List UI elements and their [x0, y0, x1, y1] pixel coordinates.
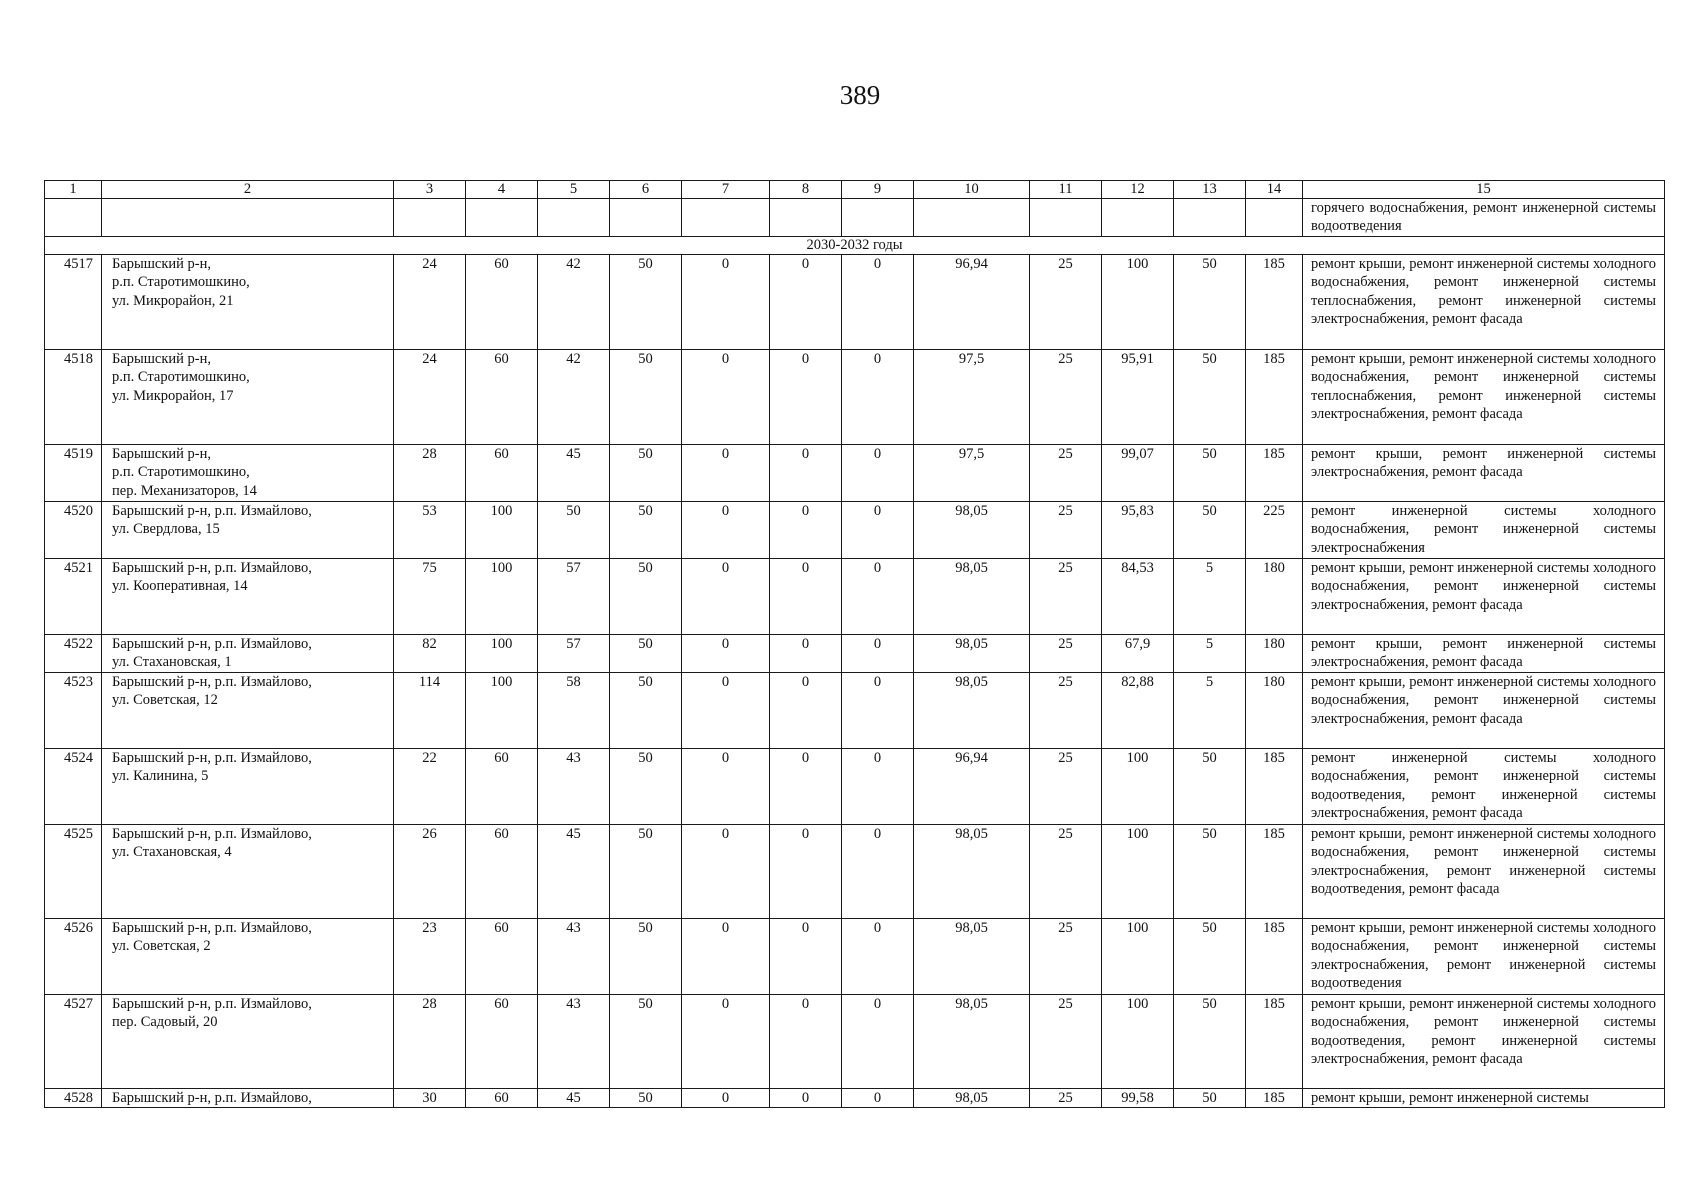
- cell-c9: 0: [842, 635, 914, 673]
- cell-c3: 114: [394, 673, 466, 749]
- header-cell: 11: [1030, 181, 1102, 199]
- cell-c14: 180: [1246, 635, 1303, 673]
- header-cell: 6: [610, 181, 682, 199]
- cell-c3: 24: [394, 255, 466, 350]
- cell-c13: 50: [1174, 1089, 1246, 1108]
- row-address: [102, 255, 394, 350]
- section-row: [45, 237, 1665, 255]
- table-row: [45, 995, 1665, 1089]
- address-line: Барышский р-н, р.п. Измайлово,: [112, 750, 312, 766]
- header-cell: 1: [45, 181, 102, 199]
- cell-c3: 82: [394, 635, 466, 673]
- header-cell: 8: [770, 181, 842, 199]
- row-works: ремонт крыши, ремонт инженерной системы холодного водоснабжения, ремонт инженерной системы теплоснабжения, ремонт инженерной системы электроснабжения, ремонт фасада: [1303, 255, 1665, 350]
- cell-c7: 0: [682, 995, 770, 1089]
- repair-schedule-table: [44, 180, 1665, 1108]
- cell-c4: 60: [466, 995, 538, 1089]
- row-works: ремонт инженерной системы холодного водоснабжения, ремонт инженерной системы электроснабжения: [1303, 502, 1665, 559]
- cell-c11: 25: [1030, 255, 1102, 350]
- cell-c4: 100: [466, 559, 538, 635]
- address-line: ул. Микрорайон, 21: [112, 292, 234, 309]
- cell-c5: 42: [538, 255, 610, 350]
- cell-c6: 50: [610, 502, 682, 559]
- header-cell: 7: [682, 181, 770, 199]
- header-cell: 10: [914, 181, 1030, 199]
- cell-c4: 60: [466, 445, 538, 502]
- cell-c9: 0: [842, 255, 914, 350]
- address-line: ул. Кооперативная, 14: [112, 578, 248, 595]
- cell-c7: 0: [682, 635, 770, 673]
- cell-c5: 45: [538, 1089, 610, 1108]
- cell-c9: 0: [842, 995, 914, 1089]
- cell-c13: 50: [1174, 350, 1246, 445]
- address-line: р.п. Старотимошкино,: [112, 274, 250, 291]
- cell-c13: 5: [1174, 559, 1246, 635]
- cell-c13: 5: [1174, 635, 1246, 673]
- cell-c13: 50: [1174, 502, 1246, 559]
- row-address: [102, 749, 394, 825]
- cell-c5: 58: [538, 673, 610, 749]
- cell-c11: 25: [1030, 919, 1102, 995]
- cell-c14: 185: [1246, 749, 1303, 825]
- header-cell: 2: [102, 181, 394, 199]
- table-row: [45, 749, 1665, 825]
- cell-c8: 0: [770, 673, 842, 749]
- table-row: [45, 825, 1665, 919]
- cell-c5: 50: [538, 502, 610, 559]
- cell-c6: 50: [610, 673, 682, 749]
- table-row: [45, 255, 1665, 350]
- cell-c6: 50: [610, 445, 682, 502]
- header-cell: 3: [394, 181, 466, 199]
- address-line: р.п. Старотимошкино,: [112, 464, 250, 481]
- cell-c6: 50: [610, 559, 682, 635]
- row-address: [102, 502, 394, 559]
- cell-c12: 99,58: [1102, 1089, 1174, 1108]
- cell-c3: 28: [394, 995, 466, 1089]
- table-row: [45, 559, 1665, 635]
- address-line: Барышский р-н, р.п. Измайлово,: [112, 996, 312, 1012]
- row-works: ремонт крыши, ремонт инженерной системы холодного водоснабжения, ремонт инженерной системы водоотведения, ремонт инженерной системы электроснабжения, ремонт фасада: [1303, 995, 1665, 1089]
- row-works: ремонт инженерной системы холодного водоснабжения, ремонт инженерной системы водоотведения, ремонт инженерной системы электроснабжения, ремонт фасада: [1303, 749, 1665, 825]
- cell-c10: 98,05: [914, 919, 1030, 995]
- cell-c13: 50: [1174, 749, 1246, 825]
- cell-c6: 50: [610, 825, 682, 919]
- cell-c4: 60: [466, 350, 538, 445]
- address-line: Барышский р-н,: [112, 256, 212, 272]
- cell-c5: 45: [538, 825, 610, 919]
- cell-c14: 185: [1246, 919, 1303, 995]
- cell-c11: 25: [1030, 673, 1102, 749]
- table-row: [45, 635, 1665, 673]
- cell-c3: 75: [394, 559, 466, 635]
- cell-c11: 25: [1030, 825, 1102, 919]
- row-id: 4523: [45, 673, 102, 749]
- row-id: 4519: [45, 445, 102, 502]
- cell-c12: 82,88: [1102, 673, 1174, 749]
- cell-c14: 185: [1246, 995, 1303, 1089]
- cell-c10: 96,94: [914, 749, 1030, 825]
- address-line: ул. Стахановская, 1: [112, 654, 232, 671]
- cell-c8: 0: [770, 995, 842, 1089]
- row-id: 4520: [45, 502, 102, 559]
- row-address: [102, 559, 394, 635]
- cell-c13: 50: [1174, 919, 1246, 995]
- cell-c5: 43: [538, 749, 610, 825]
- cell-c10: 97,5: [914, 445, 1030, 502]
- address-line: Барышский р-н, р.п. Измайлово,: [112, 826, 312, 842]
- cell-c11: 25: [1030, 749, 1102, 825]
- address-line: пер. Механизаторов, 14: [112, 482, 257, 499]
- cell-c10: 98,05: [914, 635, 1030, 673]
- cell-c4: 100: [466, 673, 538, 749]
- cell-c3: 26: [394, 825, 466, 919]
- cell-c8: 0: [770, 919, 842, 995]
- cell-c10: 98,05: [914, 1089, 1030, 1108]
- address-line: Барышский р-н,: [112, 351, 212, 367]
- row-address: [102, 673, 394, 749]
- row-address: [102, 995, 394, 1089]
- cell-c4: 60: [466, 825, 538, 919]
- cell-c12: 67,9: [1102, 635, 1174, 673]
- address-line: р.п. Старотимошкино,: [112, 369, 250, 386]
- cell-c14: 185: [1246, 350, 1303, 445]
- cell-c12: 100: [1102, 255, 1174, 350]
- cell-c8: 0: [770, 825, 842, 919]
- cell-c11: 25: [1030, 350, 1102, 445]
- cell-c13: 50: [1174, 995, 1246, 1089]
- cell-c9: 0: [842, 825, 914, 919]
- header-row: [45, 181, 1665, 199]
- cell-c14: 185: [1246, 445, 1303, 502]
- cell-c13: 50: [1174, 825, 1246, 919]
- cell-c6: 50: [610, 995, 682, 1089]
- table-row: [45, 502, 1665, 559]
- cell-c9: 0: [842, 673, 914, 749]
- cell-c9: 0: [842, 919, 914, 995]
- header-cell: 4: [466, 181, 538, 199]
- cell-c11: 25: [1030, 445, 1102, 502]
- cell-c6: 50: [610, 255, 682, 350]
- cell-c3: 28: [394, 445, 466, 502]
- row-address: [102, 445, 394, 502]
- cell-c8: 0: [770, 635, 842, 673]
- row-id: 4521: [45, 559, 102, 635]
- row-works: ремонт крыши, ремонт инженерной системы холодного водоснабжения, ремонт инженерной системы теплоснабжения, ремонт инженерной системы электроснабжения, ремонт фасада: [1303, 350, 1665, 445]
- cell-c7: 0: [682, 445, 770, 502]
- header-cell: 14: [1246, 181, 1303, 199]
- cell-c12: 100: [1102, 995, 1174, 1089]
- row-works: ремонт крыши, ремонт инженерной системы холодного водоснабжения, ремонт инженерной системы электроснабжения, ремонт фасада: [1303, 559, 1665, 635]
- cell-c5: 42: [538, 350, 610, 445]
- row-works: ремонт крыши, ремонт инженерной системы электроснабжения, ремонт фасада: [1303, 635, 1665, 673]
- table-row: [45, 350, 1665, 445]
- address-line: Барышский р-н, р.п. Измайлово,: [112, 674, 312, 690]
- cell-c10: 97,5: [914, 350, 1030, 445]
- header-cell: 15: [1303, 181, 1665, 199]
- row-works: ремонт крыши, ремонт инженерной системы холодного водоснабжения, ремонт инженерной системы электроснабжения, ремонт инженерной системы водоотведения, ремонт фасада: [1303, 825, 1665, 919]
- row-works: ремонт крыши, ремонт инженерной системы электроснабжения, ремонт фасада: [1303, 445, 1665, 502]
- cell-c7: 0: [682, 1089, 770, 1108]
- cell-c12: 95,83: [1102, 502, 1174, 559]
- row-id: 4524: [45, 749, 102, 825]
- address-line: ул. Свердлова, 15: [112, 521, 220, 538]
- row-works: ремонт крыши, ремонт инженерной системы холодного водоснабжения, ремонт инженерной системы электроснабжения, ремонт фасада: [1303, 673, 1665, 749]
- address-line: Барышский р-н,: [112, 446, 212, 462]
- cell-c5: 45: [538, 445, 610, 502]
- address-line: Барышский р-н, р.п. Измайлово,: [112, 1090, 312, 1106]
- address-line: Барышский р-н, р.п. Измайлово,: [112, 920, 312, 936]
- cell-c10: 98,05: [914, 995, 1030, 1089]
- header-cell: 13: [1174, 181, 1246, 199]
- cell-c8: 0: [770, 350, 842, 445]
- row-address: [102, 350, 394, 445]
- row-works: ремонт крыши, ремонт инженерной системы холодного водоснабжения, ремонт инженерной системы электроснабжения, ремонт инженерной системы водоотведения: [1303, 919, 1665, 995]
- cell-c11: 25: [1030, 995, 1102, 1089]
- cell-c14: 185: [1246, 1089, 1303, 1108]
- cell-c6: 50: [610, 350, 682, 445]
- cell-c4: 60: [466, 255, 538, 350]
- cell-c10: 98,05: [914, 502, 1030, 559]
- row-works: ремонт крыши, ремонт инженерной системы: [1303, 1089, 1665, 1108]
- cell-c5: 57: [538, 635, 610, 673]
- cell-c10: 98,05: [914, 673, 1030, 749]
- row-id: 4528: [45, 1089, 102, 1108]
- cell-c12: 84,53: [1102, 559, 1174, 635]
- cell-c6: 50: [610, 749, 682, 825]
- cell-c13: 5: [1174, 673, 1246, 749]
- continuation-text: горячего водоснабжения, ремонт инженерной системы водоотведения: [1303, 199, 1665, 237]
- cell-c8: 0: [770, 445, 842, 502]
- cell-c14: 225: [1246, 502, 1303, 559]
- section-label: 2030-2032 годы: [45, 237, 1665, 255]
- cell-c4: 100: [466, 502, 538, 559]
- cell-c12: 95,91: [1102, 350, 1174, 445]
- cell-c10: 98,05: [914, 559, 1030, 635]
- cell-c7: 0: [682, 919, 770, 995]
- cell-c9: 0: [842, 502, 914, 559]
- cell-c12: 100: [1102, 749, 1174, 825]
- cell-c4: 100: [466, 635, 538, 673]
- address-line: ул. Советская, 2: [112, 938, 211, 955]
- cell-c12: 99,07: [1102, 445, 1174, 502]
- cell-c10: 98,05: [914, 825, 1030, 919]
- address-line: ул. Микрорайон, 17: [112, 387, 234, 404]
- cell-c7: 0: [682, 749, 770, 825]
- cell-c5: 43: [538, 919, 610, 995]
- cell-c7: 0: [682, 559, 770, 635]
- cell-c8: 0: [770, 255, 842, 350]
- address-line: пер. Садовый, 20: [112, 1014, 218, 1031]
- cell-c4: 60: [466, 919, 538, 995]
- cell-c11: 25: [1030, 635, 1102, 673]
- cell-c14: 180: [1246, 559, 1303, 635]
- row-id: 4527: [45, 995, 102, 1089]
- cell-c3: 53: [394, 502, 466, 559]
- address-line: ул. Калинина, 5: [112, 768, 209, 785]
- address-line: Барышский р-н, р.п. Измайлово,: [112, 560, 312, 576]
- address-line: ул. Советская, 12: [112, 692, 218, 709]
- cell-c11: 25: [1030, 502, 1102, 559]
- row-address: [102, 635, 394, 673]
- cell-c6: 50: [610, 1089, 682, 1108]
- cell-c14: 185: [1246, 825, 1303, 919]
- table-row: [45, 445, 1665, 502]
- cell-c7: 0: [682, 673, 770, 749]
- cell-c9: 0: [842, 1089, 914, 1108]
- table-row: [45, 1089, 1665, 1108]
- cell-c7: 0: [682, 502, 770, 559]
- address-line: Барышский р-н, р.п. Измайлово,: [112, 636, 312, 652]
- cell-c4: 60: [466, 749, 538, 825]
- cell-c5: 57: [538, 559, 610, 635]
- row-id: 4518: [45, 350, 102, 445]
- cell-c7: 0: [682, 825, 770, 919]
- cell-c3: 23: [394, 919, 466, 995]
- cell-c12: 100: [1102, 825, 1174, 919]
- cell-c9: 0: [842, 445, 914, 502]
- cell-c11: 25: [1030, 1089, 1102, 1108]
- cell-c4: 60: [466, 1089, 538, 1108]
- cell-c11: 25: [1030, 559, 1102, 635]
- cell-c8: 0: [770, 749, 842, 825]
- cell-c7: 0: [682, 350, 770, 445]
- cell-c3: 30: [394, 1089, 466, 1108]
- cell-c7: 0: [682, 255, 770, 350]
- page-number: 389: [839, 80, 881, 110]
- cell-c13: 50: [1174, 445, 1246, 502]
- header-cell: 12: [1102, 181, 1174, 199]
- cell-c14: 180: [1246, 673, 1303, 749]
- cell-c6: 50: [610, 919, 682, 995]
- cell-c9: 0: [842, 749, 914, 825]
- cell-c10: 96,94: [914, 255, 1030, 350]
- address-line: ул. Стахановская, 4: [112, 844, 232, 861]
- row-id: 4525: [45, 825, 102, 919]
- cell-c12: 100: [1102, 919, 1174, 995]
- header-cell: 9: [842, 181, 914, 199]
- cell-c3: 24: [394, 350, 466, 445]
- cell-c3: 22: [394, 749, 466, 825]
- continuation-row: [45, 199, 1665, 237]
- address-line: Барышский р-н, р.п. Измайлово,: [112, 503, 312, 519]
- cell-c9: 0: [842, 350, 914, 445]
- row-id: 4517: [45, 255, 102, 350]
- cell-c14: 185: [1246, 255, 1303, 350]
- cell-c5: 43: [538, 995, 610, 1089]
- row-address: [102, 1089, 394, 1108]
- row-id: 4522: [45, 635, 102, 673]
- row-address: [102, 825, 394, 919]
- cell-c9: 0: [842, 559, 914, 635]
- cell-c8: 0: [770, 1089, 842, 1108]
- header-cell: 5: [538, 181, 610, 199]
- row-id: 4526: [45, 919, 102, 995]
- table-row: [45, 673, 1665, 749]
- cell-c8: 0: [770, 559, 842, 635]
- cell-c8: 0: [770, 502, 842, 559]
- row-address: [102, 919, 394, 995]
- cell-c6: 50: [610, 635, 682, 673]
- table-row: [45, 919, 1665, 995]
- cell-c13: 50: [1174, 255, 1246, 350]
